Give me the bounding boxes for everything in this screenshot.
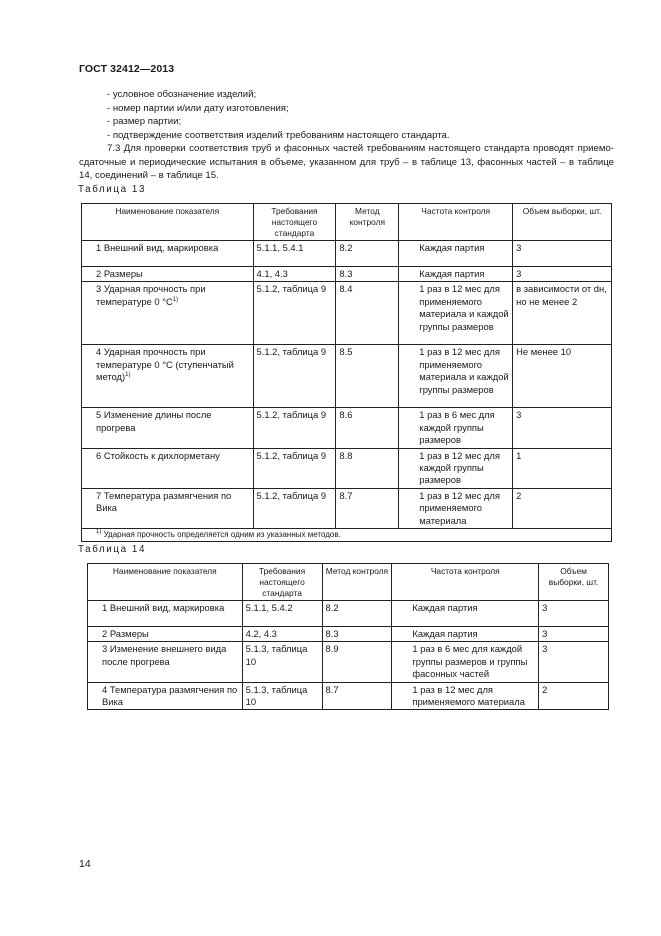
cell: 3 xyxy=(539,627,609,642)
cell: 1 xyxy=(513,448,612,488)
cell: 8.7 xyxy=(336,488,399,528)
col-header: Объем выборки, шт. xyxy=(513,204,612,241)
cell: 2 xyxy=(539,682,609,710)
table-row xyxy=(82,448,612,488)
table-header-row xyxy=(82,204,612,241)
cell: 8.2 xyxy=(336,241,399,267)
cell: 3 xyxy=(513,267,612,282)
cell: 5.1.2, таблица 9 xyxy=(253,282,336,345)
col-header: Требования настоящего стандарта xyxy=(242,564,322,601)
cell: Каждая партия xyxy=(399,241,513,267)
table-13-caption: Таблица 13 xyxy=(78,184,147,195)
paragraph-7-3: 7.3 Для проверки соответствия труб и фасонных частей требованиям настоящего стандарта проводят приемо-сдаточные и периодические испытания в объеме, указанном для труб – в таблице 13, фасонных частей – в таблице 14, соединений – в таблице 15. xyxy=(79,143,614,181)
page-number: 14 xyxy=(79,858,91,870)
cell: 8.4 xyxy=(336,282,399,345)
col-header: Требования настоящего стандарта xyxy=(253,204,336,241)
cell: 2 Размеры xyxy=(88,627,243,642)
table-14-caption: Таблица 14 xyxy=(78,544,147,555)
cell: 1 раз в 12 мес для применяемого материала xyxy=(392,682,539,710)
cell: 4.1, 4.3 xyxy=(253,267,336,282)
cell: 1 раз в 12 мес для применяемого материала и каждой группы размеров xyxy=(399,282,513,345)
table-footnote xyxy=(82,529,612,542)
table-row xyxy=(82,282,612,345)
cell: 3 xyxy=(513,408,612,448)
table-row xyxy=(88,627,609,642)
cell: 4 Температура размягчения по Вика xyxy=(88,682,243,710)
col-header: Частота контроля xyxy=(399,204,513,241)
list-item: - номер партии и/или дату изготовления; xyxy=(107,102,289,114)
table-row xyxy=(88,682,609,710)
footnote-ref: 1) xyxy=(125,372,131,379)
cell: 5.1.3, таблица 10 xyxy=(242,682,322,710)
col-header: Объем выборки, шт. xyxy=(539,564,609,601)
cell: Каждая партия xyxy=(392,627,539,642)
col-header: Частота контроля xyxy=(392,564,539,601)
cell: 7 Температура размягчения по Вика xyxy=(82,488,254,528)
table-row xyxy=(82,345,612,408)
cell xyxy=(82,345,254,408)
footnote-ref: 1) xyxy=(172,296,179,303)
cell: 1 раз в 12 мес для применяемого материала xyxy=(399,488,513,528)
cell: 5.1.1, 5.4.1 xyxy=(253,241,336,267)
table-header-row xyxy=(88,564,609,601)
table-row xyxy=(82,267,612,282)
table-row xyxy=(88,642,609,682)
table-row xyxy=(82,241,612,267)
cell: 3 xyxy=(513,241,612,267)
cell: 3 Изменение внешнего вида после прогрева xyxy=(88,642,243,682)
cell: 1 раз в 6 мес для каждой группы размеров xyxy=(399,408,513,448)
list-item: - подтверждение соответствия изделий требованиям настоящего стандарта. xyxy=(107,129,450,141)
cell: 8.3 xyxy=(322,627,392,642)
col-header: Метод контроля xyxy=(336,204,399,241)
cell: 5.1.3, таблица 10 xyxy=(242,642,322,682)
cell: 4.2, 4.3 xyxy=(242,627,322,642)
col-header: Наименование показателя xyxy=(88,564,243,601)
col-header: Наименование показателя xyxy=(82,204,254,241)
cell: Каждая партия xyxy=(392,601,539,627)
cell: 8.6 xyxy=(336,408,399,448)
table-13 xyxy=(81,203,612,542)
table-row xyxy=(82,408,612,448)
cell: 5.1.2, таблица 9 xyxy=(253,408,336,448)
cell: 8.7 xyxy=(322,682,392,710)
cell: 8.8 xyxy=(336,448,399,488)
cell: 8.2 xyxy=(322,601,392,627)
table-row xyxy=(82,488,612,528)
cell: 6 Стойкость к дихлорметану xyxy=(82,448,254,488)
cell: Не менее 10 xyxy=(513,345,612,408)
cell: 3 xyxy=(539,601,609,627)
list-item: - условное обозначение изделий; xyxy=(107,89,257,100)
cell: 5 Изменение длины после прогрева xyxy=(82,408,254,448)
cell: 2 xyxy=(513,488,612,528)
cell: 8.9 xyxy=(322,642,392,682)
cell: 1 раз в 6 мес для каждой группы размеров и группы фасонных частей xyxy=(392,642,539,682)
cell: 2 Размеры xyxy=(82,267,254,282)
cell: 5.1.2, таблица 9 xyxy=(253,488,336,528)
cell: 5.1.1, 5.4.2 xyxy=(242,601,322,627)
footnote-mark: 1) xyxy=(96,529,102,536)
cell: в зависимости от dн, но не менее 2 xyxy=(513,282,612,345)
cell: 8.3 xyxy=(336,267,399,282)
cell-text: 3 Ударная прочность при температуре 0 °С xyxy=(96,283,206,307)
cell: 1 Внешний вид, маркировка xyxy=(82,241,254,267)
cell: 3 xyxy=(539,642,609,682)
cell: 5.1.2, таблица 9 xyxy=(253,345,336,408)
cell: 1 Внешний вид, маркировка xyxy=(88,601,243,627)
cell: 1 раз в 12 мес для применяемого материала и каждой группы размеров xyxy=(399,345,513,408)
requirements-list xyxy=(79,88,614,183)
table-row xyxy=(88,601,609,627)
cell: 1 раз в 12 мес для каждой группы размеров xyxy=(399,448,513,488)
list-item: - размер партии; xyxy=(107,116,182,127)
cell-text: 4 Ударная прочность при температуре 0 °С (ступенчатый метод) xyxy=(96,346,234,383)
col-header: Метод контроля xyxy=(322,564,392,601)
footnote-text: Ударная прочность определяется одним из указанных методов. xyxy=(103,530,341,540)
cell: 8.5 xyxy=(336,345,399,408)
table-footnote-row xyxy=(82,529,612,542)
table-14 xyxy=(87,563,609,710)
cell: 5.1.2, таблица 9 xyxy=(253,448,336,488)
document-header: ГОСТ 32412—2013 xyxy=(79,63,175,75)
cell: Каждая партия xyxy=(399,267,513,282)
cell xyxy=(82,282,254,345)
